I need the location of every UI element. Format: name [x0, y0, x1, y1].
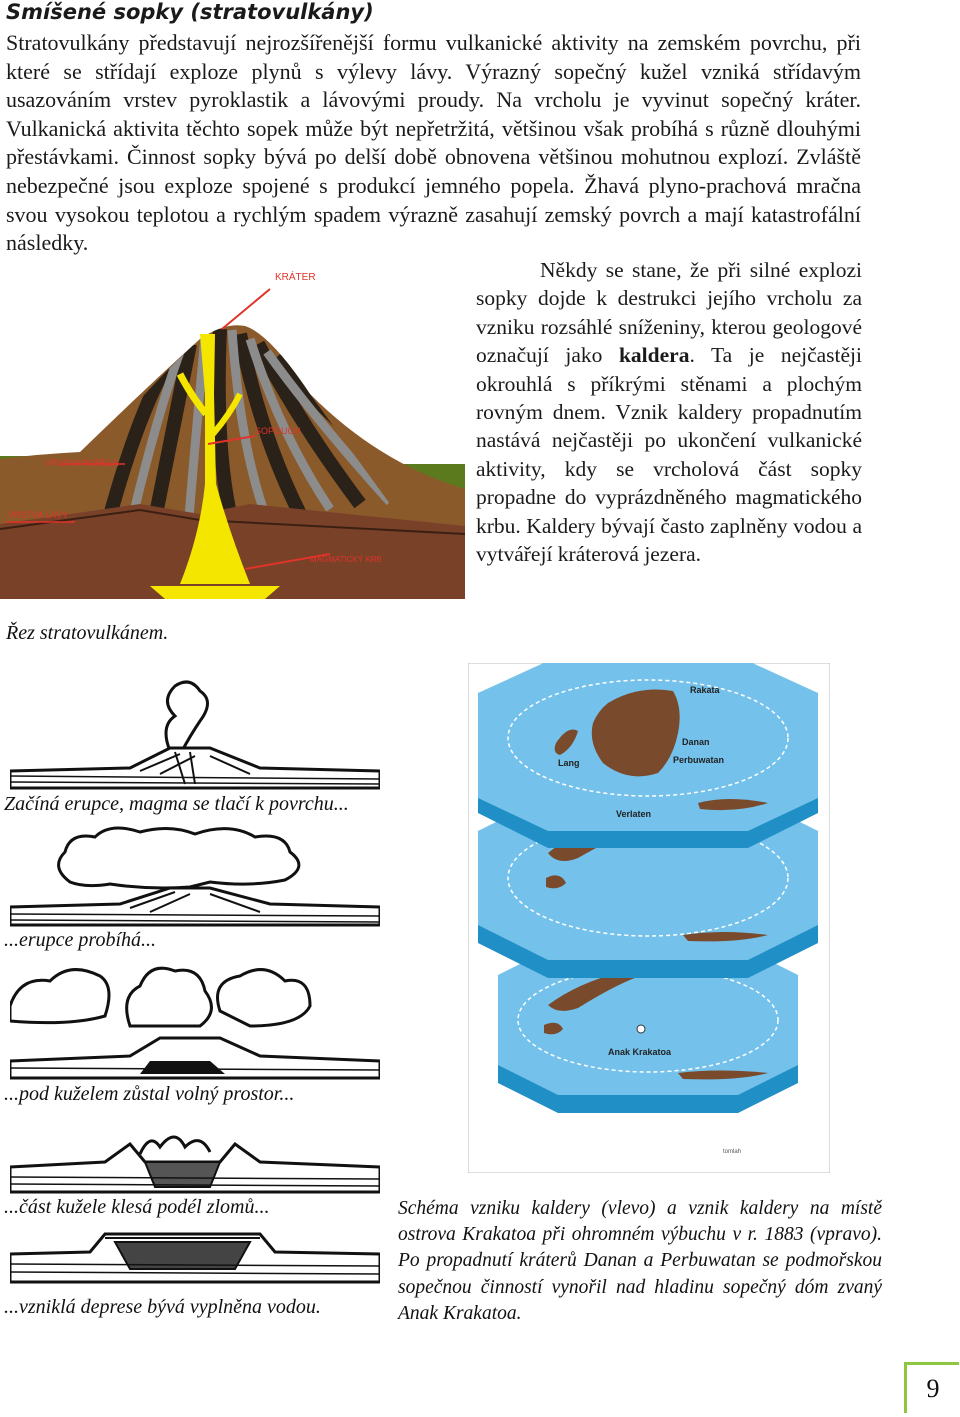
- caldera-text-end: . Ta je nejčastěji okrouhlá s příkrými stěnami a plochým rovným dnem. Vznik kaldery propadnutím nastává nejčastěji po ukončení vulkanické aktivity, kdy se vrcholová část sopky propadne do vyprázdněného magmatického krbu. Kaldery bývají často zaplněny vodou a vytvářejí kráterová jezera.: [476, 343, 862, 567]
- anak-krakatoa-label: Anak Krakatoa: [608, 1047, 672, 1057]
- eruption-step-4-caption: ...část kužele klesá podél zlomů...: [4, 1196, 270, 1218]
- crater-label: KRÁTER: [275, 272, 316, 283]
- danan-label: Danan: [682, 737, 710, 747]
- conduit-label: SOPOUCH: [255, 426, 301, 436]
- ash-layer-label: VRSTVA POPELA: [45, 458, 119, 468]
- intro-paragraph: Stratovulkány představují nejrozšířenější formu vulkanické aktivity na zemském povrchu, při které se střídají exploze plynů s výlevy lávy. Výrazný sopečný kužel vzniká střídavým usazováním vrstev pyroklastik a lávovými proudy. Na vrcholu je vyvinut sopečný kráter. Vulkanická aktivita těchto sopek může být nepřetržitá, většinou však probíhá s různě dlouhými přestávkami. Činnost sopky bývá po delší době obnovena většinou mohutnou explozí. Zvláště nebezpečné jsou exploze spojené s produkcí jemného popela. Žhavá plyno-prachová mračna svou vysokou teplotou a rychlým spadem výrazně zasahují zemský povrch a mají katastrofální následky.: [6, 30, 861, 256]
- krakatoa-caption: Schéma vzniku kaldery (vlevo) a vznik kaldery na místě ostrova Krakatoa při ohromném výbuchu v r. 1883 (vpravo). Po propadnutí kráterů Danan a Perbuwatan se podmořskou sopečnou činností vynořil nad hladinu sopečný dóm zvaný Anak Krakatoa.: [398, 1198, 882, 1324]
- caldera-term: kaldera: [618, 343, 690, 368]
- eruption-step-2-caption: ...erupce probíhá...: [4, 929, 157, 951]
- map-credit: tomlah: [723, 1149, 742, 1155]
- lang-label: Lang: [558, 758, 580, 768]
- eruption-step-2-diagram: [10, 822, 380, 927]
- eruption-step-5-caption: ...vzniklá deprese bývá vyplněna vodou.: [4, 1296, 321, 1318]
- magma-chamber-label: MAGMATICKÝ KRB: [310, 555, 382, 564]
- eruption-step-3-diagram: [10, 956, 380, 1081]
- eruption-step-3-caption: ...pod kuželem zůstal volný prostor...: [4, 1083, 295, 1105]
- eruption-step-5-diagram: [10, 1224, 380, 1294]
- perbuwatan-label: Perbuwatan: [673, 755, 725, 765]
- caldera-paragraph: [476, 256, 862, 568]
- lava-layer-label: VRSTVA LÁVY: [8, 510, 69, 520]
- eruption-step-1-caption: Začíná erupce, magma se tlačí k povrchu...: [4, 793, 349, 815]
- krakatoa-map: [468, 663, 830, 1173]
- caldera-text-start: Někdy se stane, že při silné explozi sopky dojde k destrukci jejího vrcholu za vzniku rozsáhlé sníženiny, kterou geologové označují jako: [476, 258, 862, 368]
- page-title: Smíšené sopky (stratovulkány): [6, 0, 374, 24]
- stratovolcano-caption: Řez stratovulkánem.: [6, 622, 169, 644]
- eruption-step-4-diagram: [10, 1112, 380, 1194]
- rakata-label: Rakata: [690, 685, 720, 695]
- eruption-step-1-diagram: [10, 676, 380, 791]
- page-number: 9: [904, 1362, 959, 1413]
- stratovolcano-diagram: [0, 264, 465, 604]
- verlaten-label: Verlaten: [616, 809, 652, 819]
